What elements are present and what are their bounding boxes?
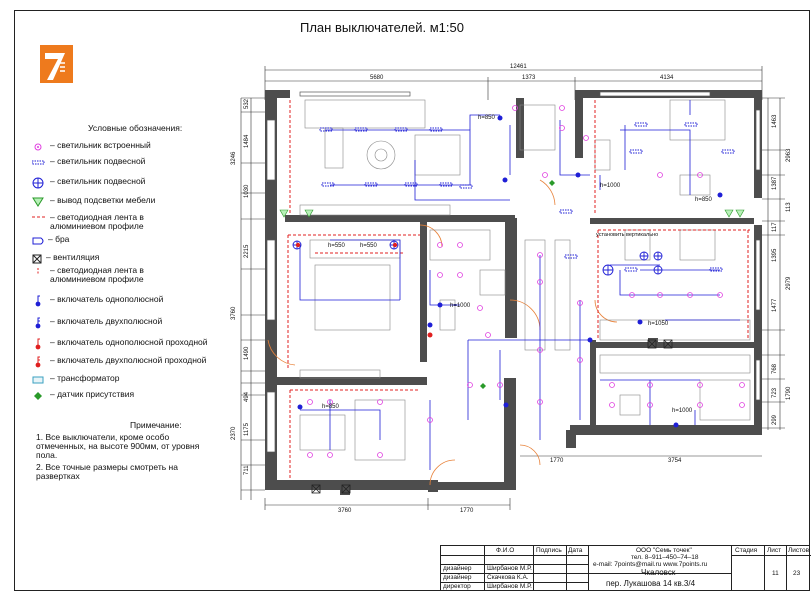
hdr-fio: Ф.И.О	[496, 547, 515, 554]
height-label: h=1050	[648, 321, 669, 327]
recessed-lights	[308, 106, 745, 458]
dim-mid-1: 1770	[550, 458, 564, 464]
dim-bottom-2: 1770	[460, 508, 474, 514]
drawing-title: План выключателей. м1:50	[300, 20, 464, 35]
dim-top-1: 5680	[370, 75, 384, 81]
legend-heading: Условные обозначения:	[88, 123, 183, 133]
note-1: 1. Все выключатели, кроме особо отмеченных, на высоте 900мм, от уровня пола.	[36, 432, 200, 460]
dim-right-3: 1387	[772, 176, 778, 190]
dim-left-2: 3246	[231, 151, 237, 165]
client-name: Чкаловск	[641, 568, 676, 577]
height-label: h=850	[322, 404, 339, 410]
dim-top-3: 4134	[660, 75, 674, 81]
company-phone: тел. 8–911–450–74–18	[631, 554, 699, 561]
sheets-total: 23	[793, 570, 801, 577]
dim-right-11: 299	[772, 414, 778, 425]
hdr-date: Дата	[568, 547, 583, 554]
sheets-header: Листов	[788, 547, 810, 554]
note-2: 2. Все точные размеры смотреть на развертках	[36, 462, 178, 481]
dim-mid-2: 3754	[668, 458, 682, 464]
dim-left-11: 711	[244, 465, 250, 475]
dim-total-top: 12461	[510, 64, 527, 70]
dim-left-9: 2370	[231, 426, 237, 440]
height-label: h=1000	[672, 408, 693, 414]
dim-left-4: 1030	[244, 184, 250, 198]
height-label: h=550	[360, 243, 377, 249]
height-label: h=550	[328, 243, 345, 249]
legend-item: – светодиодная лента в алюминиевом профиле	[32, 213, 192, 225]
sheet-header: Лист	[767, 547, 782, 554]
hdr-sign: Подпись	[536, 547, 562, 554]
height-label: h=850	[478, 115, 495, 121]
height-labels	[322, 115, 713, 414]
dim-left-7: 1490	[244, 346, 250, 360]
notes-heading: Примечание:	[130, 420, 182, 430]
dim-right-9: 768	[772, 363, 778, 374]
height-label: h=850	[695, 197, 712, 203]
dim-right-1: 1463	[772, 114, 778, 128]
dim-right-4: 113	[786, 202, 792, 212]
furniture	[300, 100, 750, 460]
presence-sensors	[480, 180, 555, 389]
dim-left-5: 2215	[244, 244, 250, 258]
walls	[265, 90, 762, 495]
height-label: h=1000	[450, 303, 471, 309]
dim-left-8: 494	[244, 391, 250, 402]
row3-role: директор	[443, 583, 471, 590]
dim-right-2: 2963	[786, 148, 792, 162]
dim-left-1: 532	[244, 98, 250, 109]
height-label: h=1000	[600, 183, 621, 189]
title-block	[440, 545, 810, 591]
project-address: пер. Лукашова 14 кв.3/4	[606, 579, 696, 588]
company-email: e-mail: 7points@mail.ru www.7points.ru	[593, 561, 708, 568]
row1-role: дизайнер	[443, 565, 472, 572]
row1-name: Ширбанов М.Р.	[487, 565, 532, 572]
install-vertical-note: установить вертикально	[596, 232, 659, 238]
ventilation-grilles	[312, 340, 672, 493]
legend-item: – светодиодная лента в алюминиевом профиле	[32, 266, 192, 278]
dim-right-7: 2979	[786, 276, 792, 290]
dim-bottom-1: 3760	[338, 508, 352, 514]
row2-role: дизайнер	[443, 574, 472, 581]
dim-right-5: 117	[772, 222, 778, 232]
dim-right-10: 723	[772, 387, 778, 398]
dim-left-6: 3760	[231, 306, 237, 320]
doors	[268, 180, 617, 485]
stage-header: Стадия	[735, 547, 758, 554]
company-name: ООО "Семь точек"	[636, 547, 692, 554]
pendant-light-bars	[320, 123, 734, 271]
row3-name: Ширбанов М.Р.	[487, 583, 532, 590]
sheet-number: 11	[772, 570, 779, 577]
dim-left-3: 1484	[244, 134, 250, 148]
dim-top-2: 1373	[522, 75, 536, 81]
dim-right-8: 1477	[772, 298, 778, 312]
row2-name: Скачкова К.А.	[487, 574, 529, 581]
dim-left-10: 1175	[244, 423, 250, 436]
dim-right-12: 1790	[786, 386, 792, 400]
dim-right-6: 1395	[772, 248, 778, 262]
